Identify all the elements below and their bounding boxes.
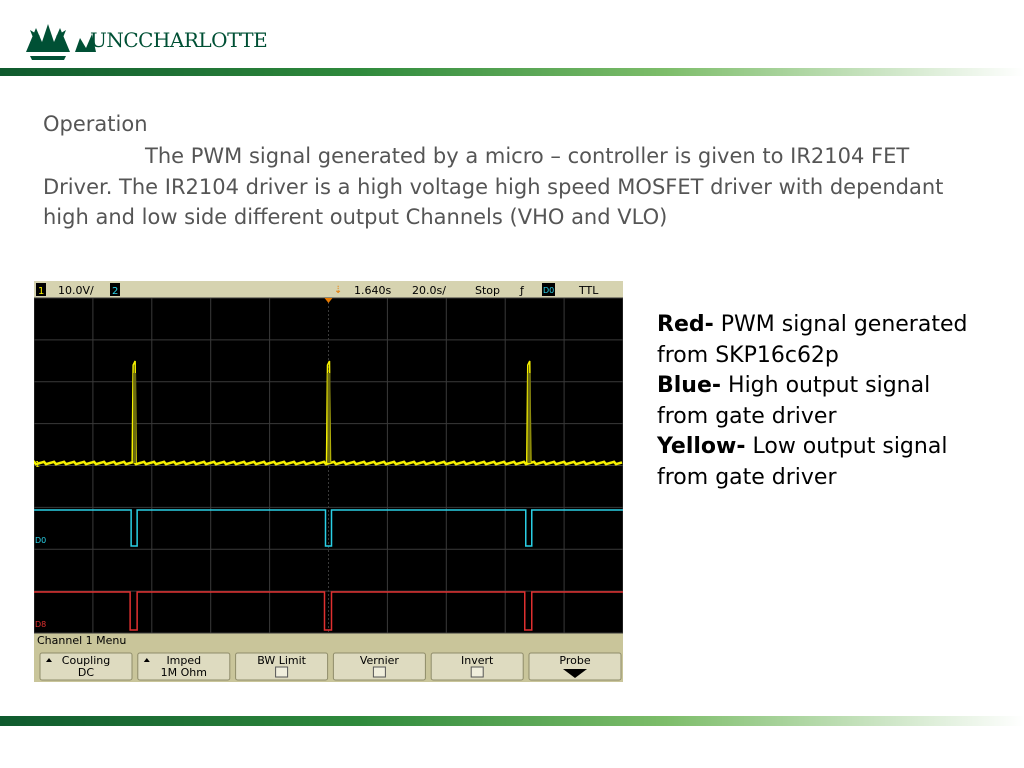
softkey-probe[interactable]	[529, 653, 621, 680]
timebase-value: 20.0s/	[412, 284, 446, 297]
softkey-value: 1M Ohm	[160, 666, 207, 679]
legend-item-red	[657, 310, 987, 371]
legend-text: PWM signal generated from SKP16c62p	[657, 312, 968, 368]
channel-menu-title: Channel 1 Menu	[37, 634, 127, 647]
trigger-edge-icon: ƒ	[520, 284, 524, 297]
legend-label: Blue-	[657, 373, 722, 398]
trigger-source: D0	[543, 286, 555, 295]
softkey-checkbox-icon	[276, 667, 288, 677]
softkey-coupling[interactable]	[40, 653, 132, 680]
oscilloscope-screenshot	[34, 281, 623, 682]
softkey-label: Probe	[559, 654, 591, 667]
ch1-scale: 10.0V/	[58, 284, 94, 297]
d8-marker: D8	[35, 620, 47, 629]
softkey-checkbox-icon	[471, 667, 483, 677]
section-heading: Operation	[43, 112, 148, 136]
softkey-label: Vernier	[359, 654, 399, 667]
yellow-trace-shadow	[328, 373, 331, 463]
ch1-number: 1	[38, 286, 45, 297]
operation-paragraph: The PWM signal generated by a micro – controller is given to IR2104 FET Driver. The IR2104 driver is a high voltage high speed MOSFET driver with dependant high and low side different output Channels (VHO and VLO)	[43, 144, 944, 229]
yellow-trace-shadow	[528, 373, 531, 463]
header-divider-band	[0, 68, 1024, 76]
legend-label: Yellow-	[657, 434, 746, 459]
yellow-trace-shadow	[133, 373, 136, 463]
ch1-ground-marker: 1	[35, 460, 41, 469]
trace-legend	[657, 310, 987, 493]
softkey-label: Invert	[461, 654, 494, 667]
softkey-label: Imped	[166, 654, 202, 667]
legend-label: Red-	[657, 312, 714, 337]
logo-wordmark: UNCCHARLOTTE	[90, 28, 268, 52]
softkey-bw-limit[interactable]	[236, 653, 328, 680]
footer-divider-band	[0, 716, 1024, 726]
softkey-vernier[interactable]	[333, 653, 425, 680]
trigger-level: TTL	[579, 284, 599, 297]
run-state: Stop	[475, 284, 501, 297]
ch2-number: 2	[112, 286, 119, 297]
d0-marker: D0	[35, 536, 47, 545]
softkey-checkbox-icon	[373, 667, 385, 677]
legend-item-yellow	[657, 432, 987, 493]
legend-text: High output signal from gate driver	[657, 373, 931, 429]
legend-item-blue	[657, 371, 987, 432]
softkey-imped[interactable]	[138, 653, 230, 680]
softkey-label: Coupling	[61, 654, 111, 667]
softkey-label: BW Limit	[257, 654, 306, 667]
scope-status-bar	[34, 281, 623, 298]
softkey-invert[interactable]	[431, 653, 523, 680]
legend-text: Low output signal from gate driver	[657, 434, 948, 490]
delay-value: 1.640s	[354, 284, 392, 297]
softkey-value: DC	[77, 666, 95, 679]
trigger-delay-marker-icon: ⇣	[334, 285, 343, 296]
